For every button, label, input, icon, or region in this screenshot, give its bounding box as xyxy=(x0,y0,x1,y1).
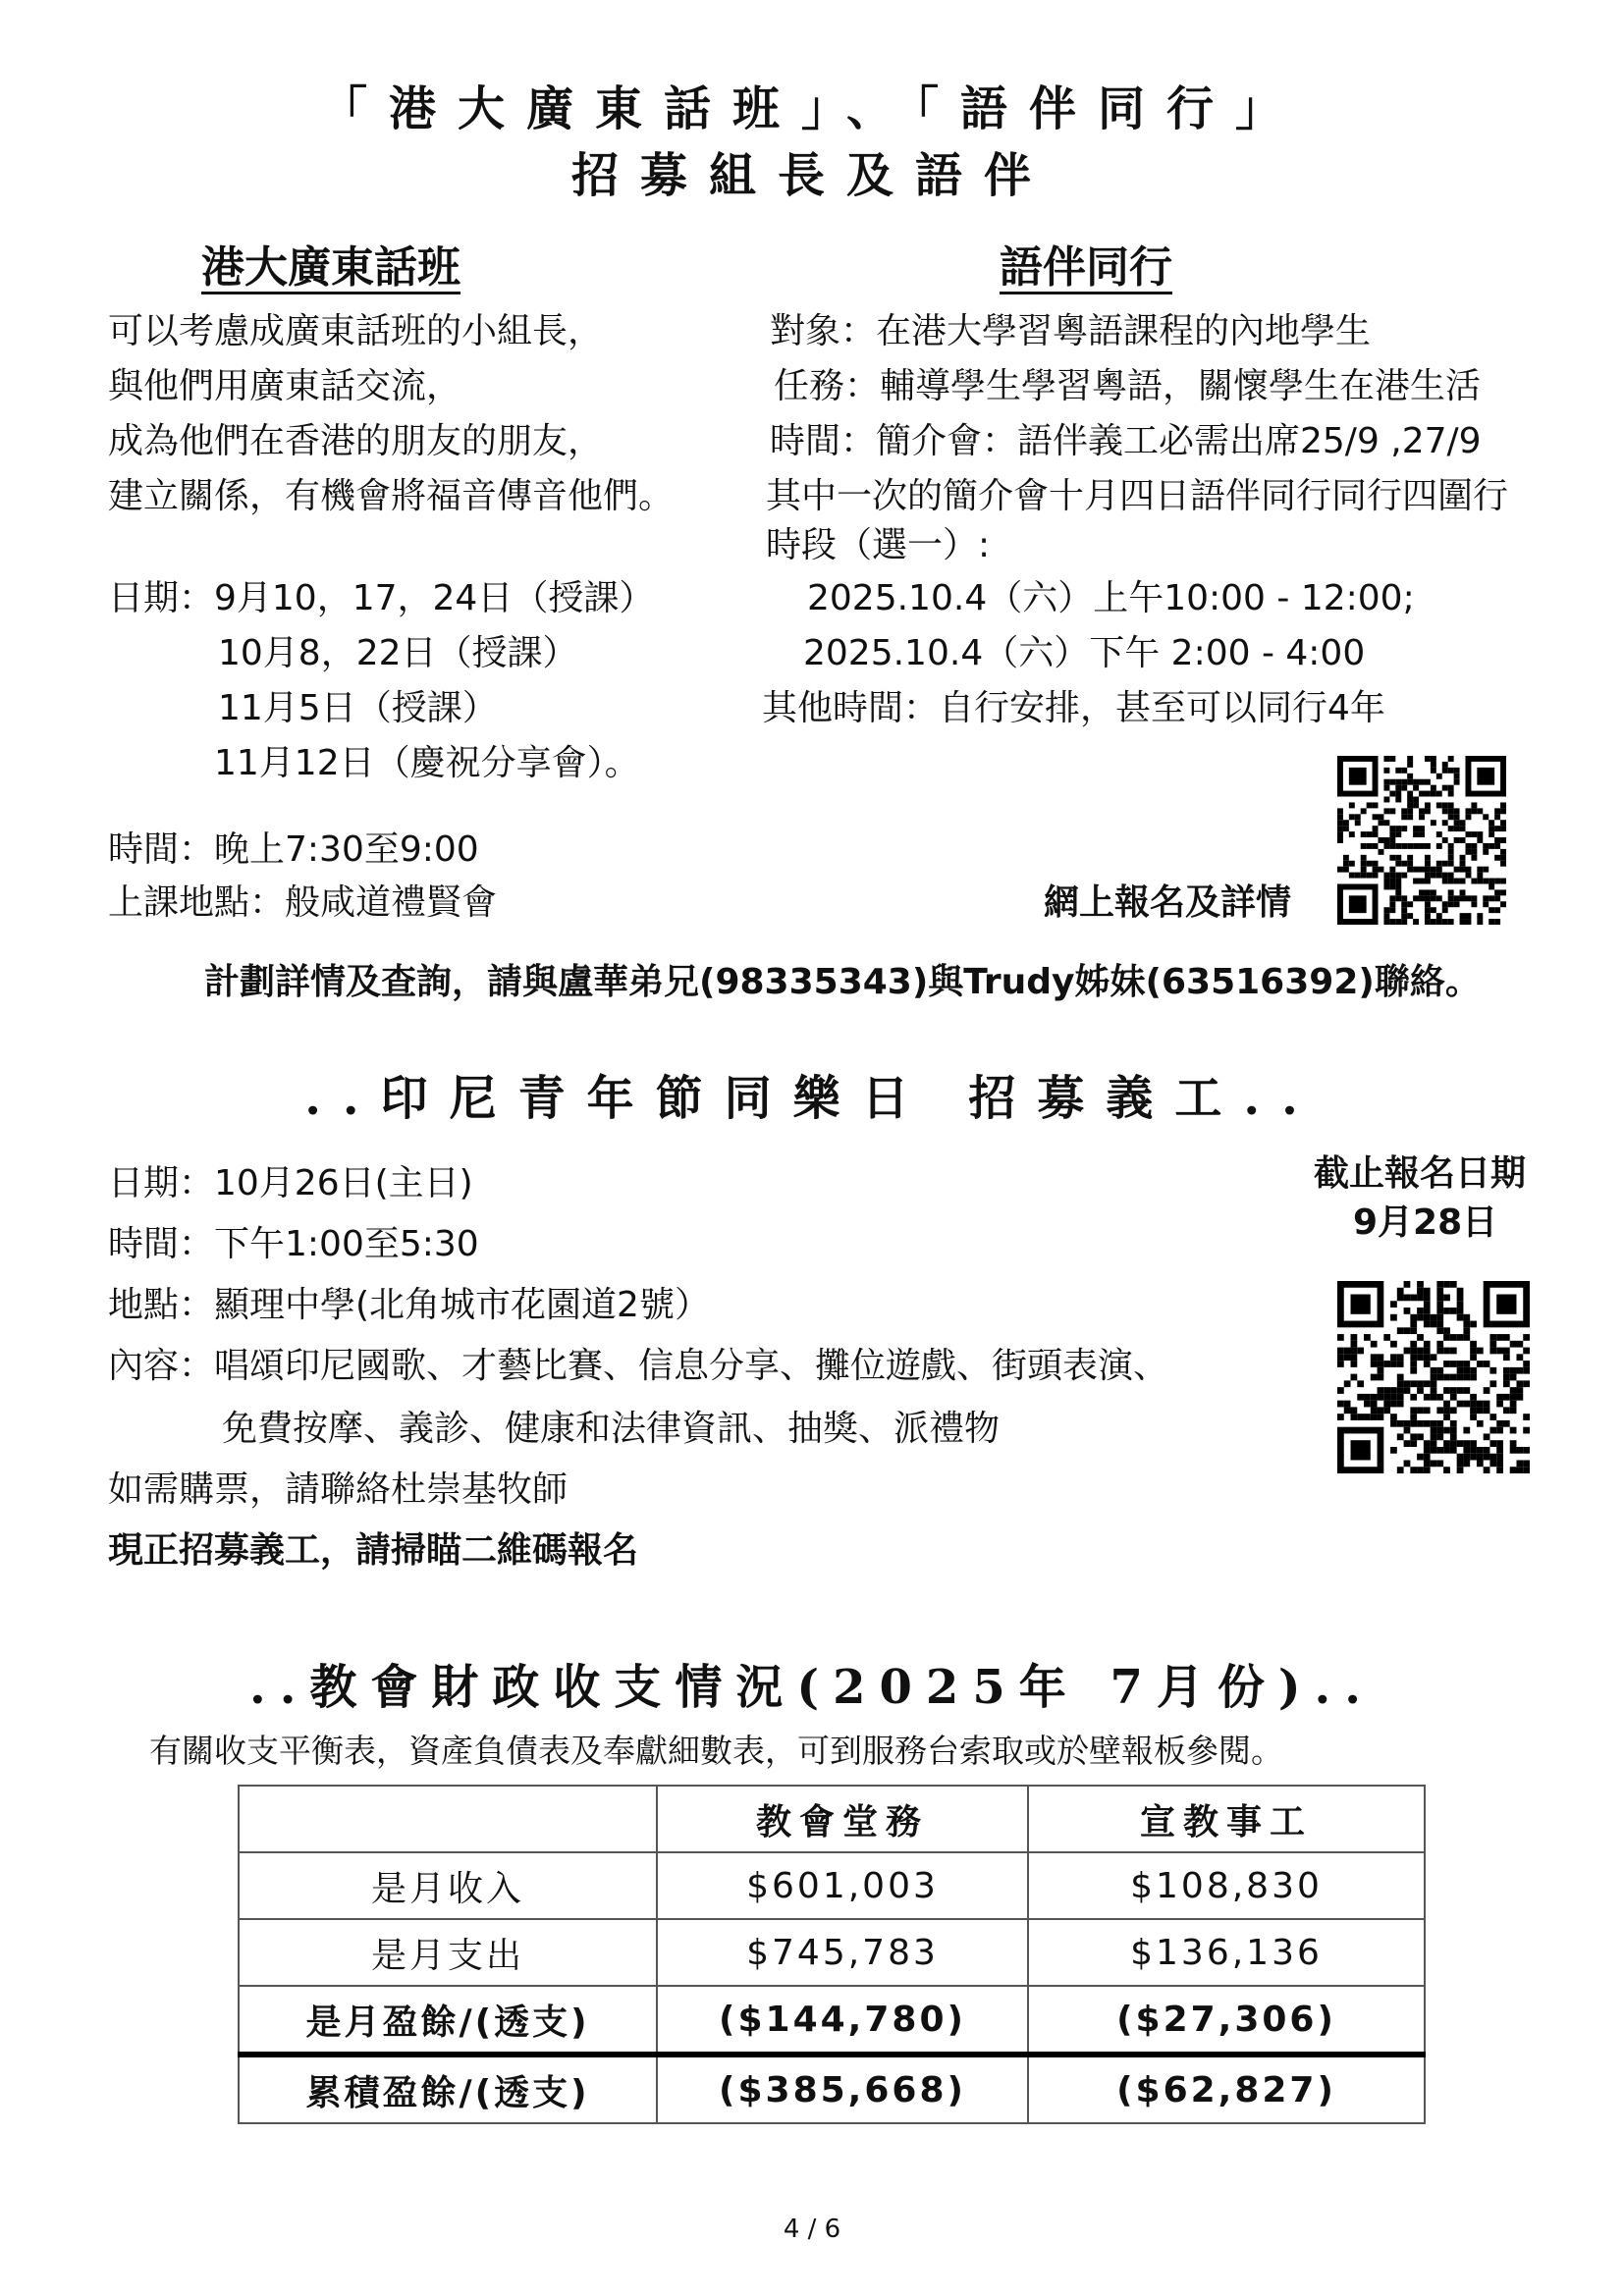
partner-line: 時段（選一）: xyxy=(766,525,991,565)
class-dates-line: 10月8，22日（授課） xyxy=(218,633,578,673)
intro-line: 與他們用廣東話交流， xyxy=(108,366,462,406)
page-subtitle: 招募組長及語伴 xyxy=(570,148,1053,203)
partner-line: 時間：簡介會：語伴義工必需出席25/9 ,27/9 xyxy=(770,421,1482,461)
table-header-cell: 教會堂務 xyxy=(657,1786,1028,1852)
language-partner-heading: 語伴同行 xyxy=(1000,242,1172,293)
deadline-date: 9月28日 xyxy=(1353,1202,1498,1243)
event-line: 內容：唱頌印尼國歌、才藝比賽、信息分享、攤位遊戲、街頭表演、 xyxy=(108,1346,1169,1386)
event-line: 日期：10月26日(主日) xyxy=(108,1163,473,1203)
partner-line: 其中一次的簡介會十月四日語伴同行同行四圍行 xyxy=(766,476,1509,516)
deadline-label: 截止報名日期 xyxy=(1314,1153,1527,1194)
table-cell: ($27,306) xyxy=(1028,1986,1425,2055)
cantonese-class-heading: 港大廣東話班 xyxy=(201,242,460,293)
partner-line: 任務：輔導學生學習粵語，關懷學生在港生活 xyxy=(774,366,1482,406)
signup-qr-code[interactable] xyxy=(1337,756,1506,925)
qr-caption: 網上報名及詳情 xyxy=(1044,882,1292,923)
table-cell: ($62,827) xyxy=(1028,2055,1425,2123)
table-header-cell: 宣教事工 xyxy=(1028,1786,1425,1852)
class-dates-line: 11月12日（慶祝分享會）。 xyxy=(214,743,640,783)
volunteer-recruit: 現正招募義工，請掃瞄二維碼報名 xyxy=(108,1530,639,1571)
finance-table xyxy=(238,1785,1426,2124)
class-time: 時間：晚上7:30至9:00 xyxy=(108,829,479,870)
table-cell xyxy=(239,1786,657,1852)
row-label: 累積盈餘/(透支) xyxy=(239,2055,657,2123)
partner-line: 其他時間：自行安排，甚至可以同行4年 xyxy=(762,688,1385,728)
table-cell: $601,003 xyxy=(657,1852,1028,1919)
table-row xyxy=(239,2055,1425,2123)
page-number: 4 / 6 xyxy=(783,2215,841,2244)
partner-line: 2025.10.4（六）下午 2:00 - 4:00 xyxy=(803,633,1366,673)
intro-line: 成為他們在香港的朋友的朋友， xyxy=(108,421,604,461)
partner-line: 2025.10.4（六）上午10:00 - 12:00; xyxy=(807,578,1415,618)
finance-title: ..教會財政收支情況(2025年 7月份).. xyxy=(249,1660,1375,1715)
class-dates-line: 11月5日（授課） xyxy=(218,688,498,728)
intro-line: 可以考慮成廣東話班的小組長， xyxy=(108,311,604,351)
row-label: 是月支出 xyxy=(239,1919,657,1986)
partner-line: 對象：在港大學習粵語課程的內地學生 xyxy=(770,311,1372,351)
event-line: 免費按摩、義診、健康和法律資訊、抽獎、派禮物 xyxy=(222,1409,1001,1449)
class-venue: 上課地點：般咸道禮賢會 xyxy=(108,882,498,923)
contact-info: 計劃詳情及查詢，請與盧華弟兄(98335343)與Trudy姊妹(63516392)聯絡。 xyxy=(204,962,1481,1002)
table-header-row xyxy=(239,1786,1425,1852)
event-line: 如需購票，請聯絡杜崇基牧師 xyxy=(108,1469,568,1510)
class-dates-line: 日期：9月10，17，24日（授課） xyxy=(108,578,655,618)
table-row xyxy=(239,1919,1425,1986)
table-cell: $108,830 xyxy=(1028,1852,1425,1919)
intro-line: 建立關係，有機會將福音傳音他們。 xyxy=(108,476,675,516)
cantonese-class-intro xyxy=(108,304,674,524)
table-cell: ($144,780) xyxy=(657,1986,1028,2055)
event-line: 地點：顯理中學(北角城市花園道2號） xyxy=(108,1285,710,1325)
row-label: 是月盈餘/(透支) xyxy=(239,1986,657,2055)
finance-note: 有關收支平衡表，資產負債表及奉獻細數表，可到服務台索取或於壁報板參閱。 xyxy=(149,1732,1283,1770)
table-row xyxy=(239,1852,1425,1919)
table-row xyxy=(239,1986,1425,2055)
row-label: 是月收入 xyxy=(239,1852,657,1919)
table-cell: $745,783 xyxy=(657,1919,1028,1986)
indonesia-title: ..印尼青年節同樂日 招募義工.. xyxy=(304,1071,1320,1126)
event-line: 時間：下午1:00至5:30 xyxy=(108,1224,479,1264)
page-title: 「港大廣東話班」、「語伴同行」 xyxy=(319,81,1304,136)
table-cell: ($385,668) xyxy=(657,2055,1028,2123)
volunteer-qr-code[interactable] xyxy=(1337,1281,1530,1473)
table-cell: $136,136 xyxy=(1028,1919,1425,1986)
